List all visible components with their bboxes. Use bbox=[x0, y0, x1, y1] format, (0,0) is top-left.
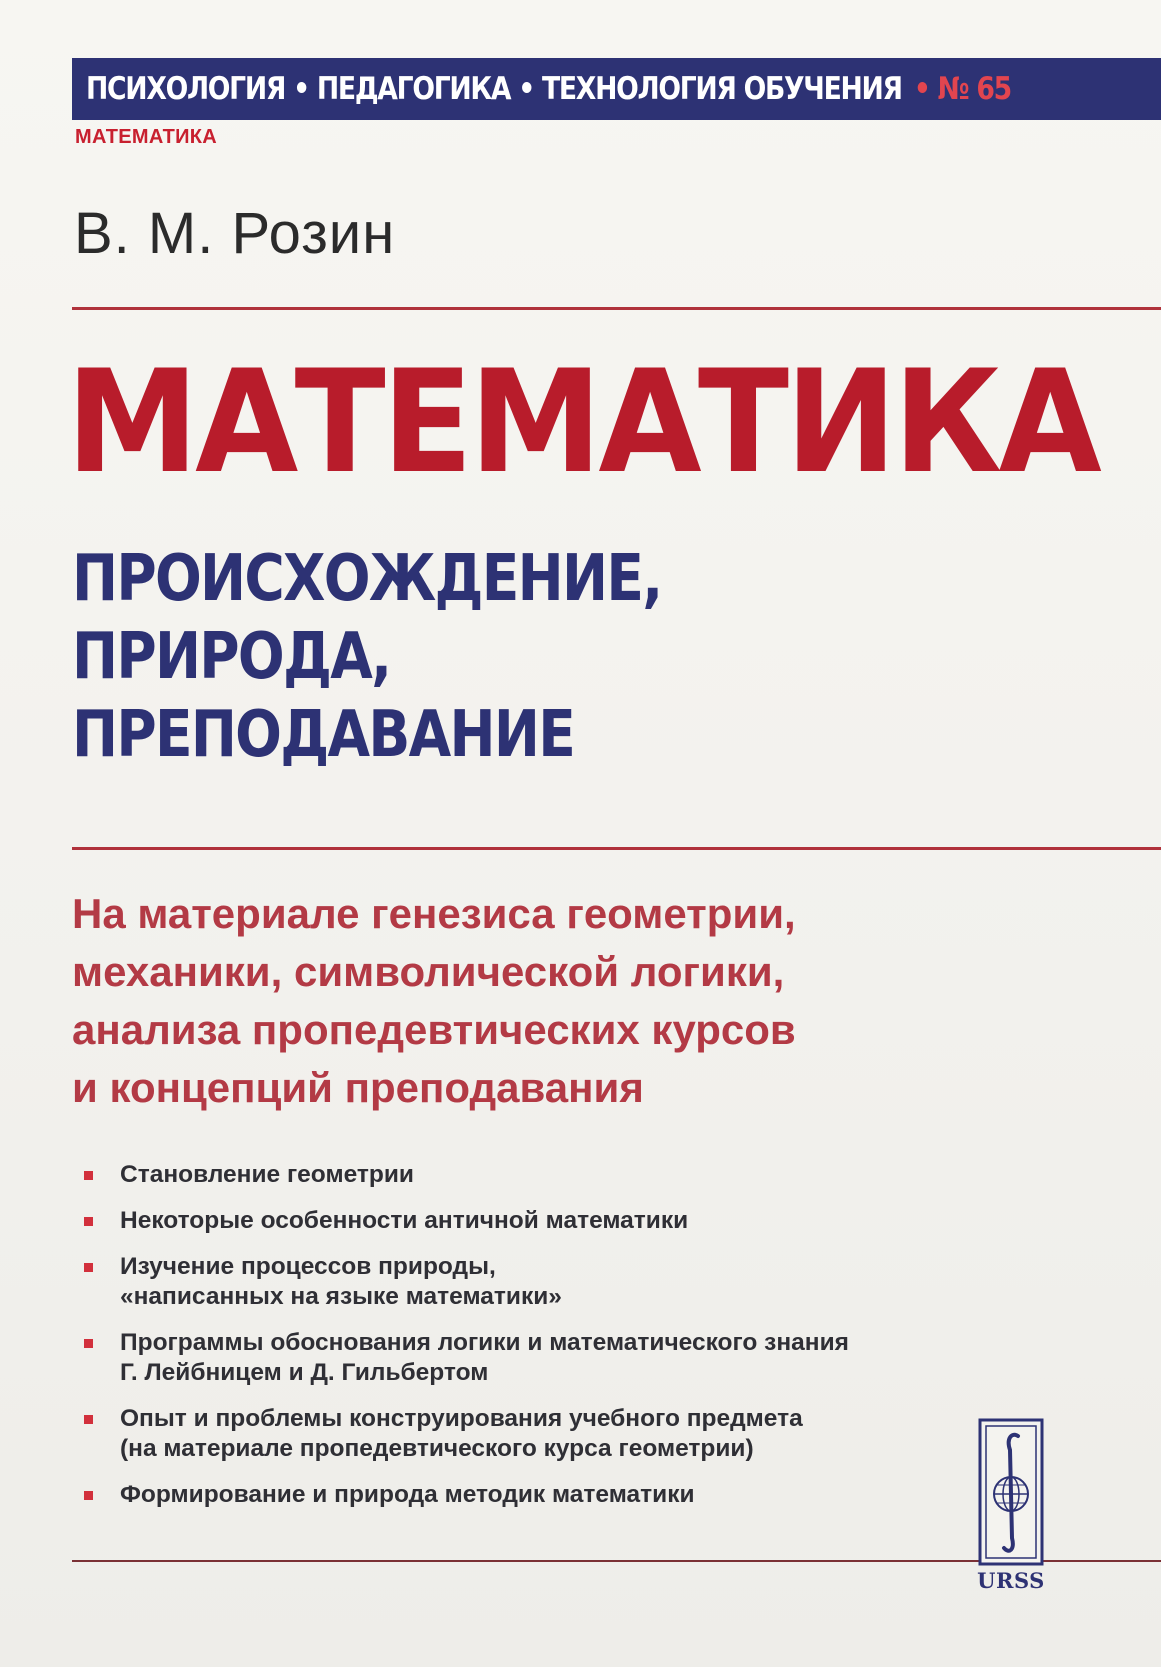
subtitle-line: ПРЕПОДАВАНИЕ bbox=[72, 698, 575, 772]
bullet-square-icon bbox=[84, 1217, 93, 1226]
series-subject: МАТЕМАТИКА bbox=[75, 126, 218, 148]
urss-publisher-logo-icon bbox=[978, 1418, 1044, 1566]
bullet-square-icon bbox=[84, 1263, 93, 1272]
description-line: анализа пропедевтических курсов bbox=[72, 1006, 796, 1053]
book-title: МАТЕМАТИКА bbox=[66, 340, 1099, 505]
author-name: В. М. Розин bbox=[74, 201, 396, 266]
list-item: Опыт и проблемы конструирования учебного предмета (на материале пропедевтического курса геометрии) bbox=[84, 1404, 984, 1464]
publisher-label: URSS bbox=[977, 1568, 1045, 1593]
book-description bbox=[72, 885, 796, 1117]
list-item: Программы обоснования логики и математического знания Г. Лейбницем и Д. Гильбертом bbox=[84, 1328, 984, 1388]
bullet-square-icon bbox=[84, 1491, 93, 1500]
description-line: и концепций преподавания bbox=[72, 1064, 644, 1111]
list-item: Некоторые особенности античной математики bbox=[84, 1206, 984, 1236]
divider-top bbox=[72, 307, 1161, 310]
description-line: На материале генезиса геометрии, bbox=[72, 890, 796, 937]
bullet-square-icon bbox=[84, 1339, 93, 1348]
series-number: • № 65 bbox=[913, 71, 1011, 107]
list-item: Становление геометрии bbox=[84, 1160, 984, 1190]
subtitle-line: ПРОИСХОЖДЕНИЕ, bbox=[72, 542, 662, 616]
description-line: механики, символической логики, bbox=[72, 948, 785, 995]
divider-middle bbox=[72, 847, 1161, 850]
contents-list bbox=[84, 1160, 984, 1526]
series-name: ПСИХОЛОГИЯ • ПЕДАГОГИКА • ТЕХНОЛОГИЯ ОБУЧЕНИЯ bbox=[86, 71, 902, 107]
list-item: Изучение процессов природы, «написанных на языке математики» bbox=[84, 1252, 984, 1312]
series-title bbox=[86, 71, 1011, 107]
bullet-square-icon bbox=[84, 1171, 93, 1180]
list-item: Формирование и природа методик математики bbox=[84, 1480, 984, 1510]
subtitle-line: ПРИРОДА, bbox=[72, 620, 391, 694]
book-subtitle bbox=[72, 540, 661, 774]
bullet-square-icon bbox=[84, 1415, 93, 1424]
series-banner bbox=[72, 58, 1161, 120]
